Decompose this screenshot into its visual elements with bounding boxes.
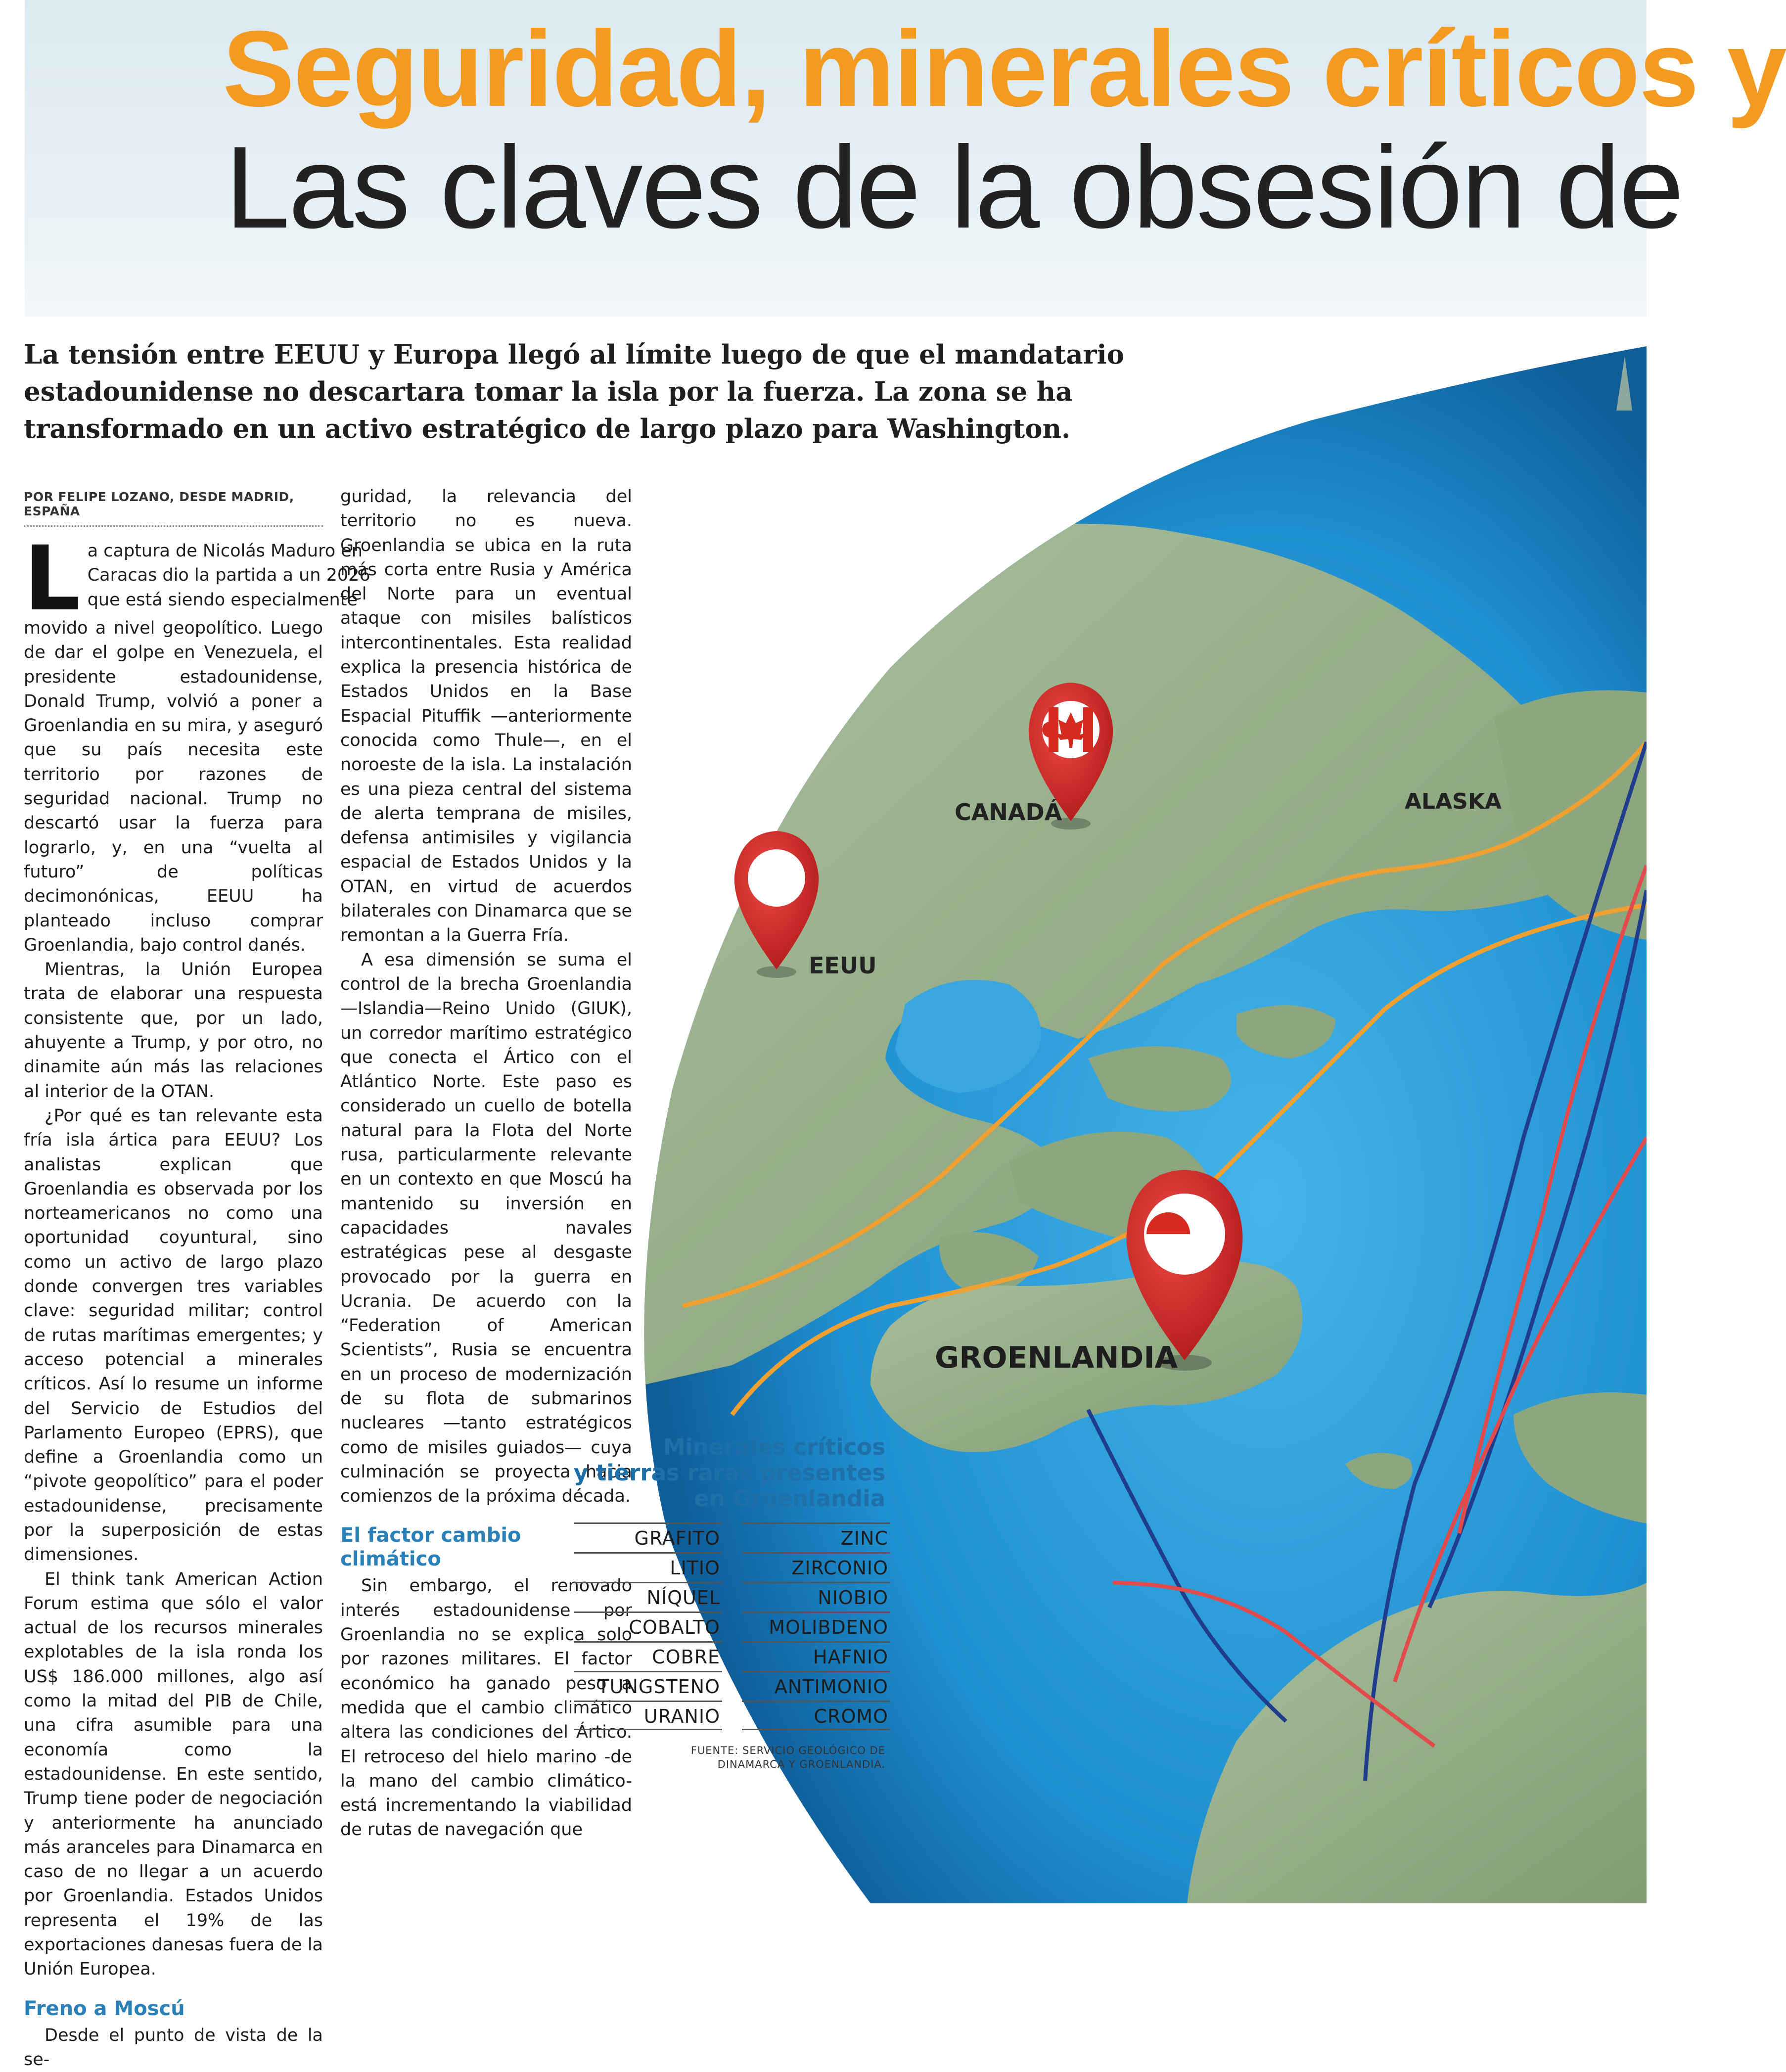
subhead-freno-a-moscu: Freno a Moscú — [24, 1997, 185, 2020]
mineral-item: COBRE — [574, 1641, 722, 1671]
paragraph: movido a nivel geopolítico. Luego de dar el golpe en Venezuela, el presidente estadounidense, Donald Trump, volvió a poner a Groenlandia en su mira, y aseguró que su país necesita este territorio por razones de seguridad nacional. Trump no descartó usar la fuerza para lograrlo, y, en una “vuelta al futuro” de políticas decimonónicas, EEUU ha planteado incluso comprar Groenlandia, bajo control danés. — [24, 618, 323, 955]
mineral-item: COBALTO — [574, 1612, 722, 1641]
mineral-item: ZINC — [742, 1522, 890, 1552]
mineral-item: HAFNIO — [742, 1641, 890, 1671]
mineral-item: TUNGSTENO — [574, 1671, 722, 1701]
mineral-item: NÍQUEL — [574, 1582, 722, 1612]
paragraph: ¿Por qué es tan relevante esta fría isla ártica para EEUU? Los analistas explican que Groenlandia es observada por los norteamericanos no como una oportunidad coyuntural, sino como un activo de largo plazo donde convergen tres variables clave: seguridad militar; control de rutas marítimas emergentes; y acceso potencial a minerales críticos. Así lo resume un informe del Servicio de Estudios del Parlamento Europeo (EPRS), que define a Groenlandia como un “pivote geopolítico” para el poder estadounidense, precisamente por la superposición de estas dimensiones. — [24, 1105, 323, 1565]
mineral-item: URANIO — [574, 1701, 722, 1730]
minerals-title-line: en Groenlandia — [694, 1485, 885, 1512]
lede-line: La tensión entre EEUU y Europa llegó al límite luego de que el mandatario — [24, 339, 1124, 370]
source-line: FUENTE: SERVICIO GEOLÓGICO DE — [690, 1745, 885, 1756]
minerals-source — [628, 1744, 885, 1771]
map-label-groenlandia: GROENLANDIA — [935, 1340, 1178, 1375]
mineral-item: ZIRCONIO — [742, 1552, 890, 1582]
mineral-item: GRAFITO — [574, 1522, 722, 1552]
subhead-factor-cambio-climatico: El factor cambio climático — [340, 1524, 521, 1571]
lede — [24, 336, 1124, 448]
minerals-title — [569, 1434, 885, 1512]
mineral-item: CROMO — [742, 1701, 890, 1730]
paragraph: guridad, la relevancia del territorio no es nueva. Groenlandia se ubica en la ruta más corta entre Rusia y América del Norte para un eventual ataque con misiles balísticos intercontinentales. Esta realidad explica la presencia histórica de Estados Unidos en la Base Espacial Pituffik —anteriormente conocida como Thule—, en el noroeste de la isla. La instalación es una pieza central del sistema de alerta temprana de misiles, defensa antimisiles y vigilancia espacial de Estados Unidos y la OTAN, en virtud de acuerdos bilaterales con Dinamarca que se remontan a la Guerra Fría. — [340, 487, 632, 946]
map-label-alaska: ALASKA — [1405, 789, 1502, 814]
text-line: Caracas dio la partida a un 2026 — [87, 565, 370, 586]
headline-line-1: Seguridad, minerales críticos y — [223, 9, 1786, 129]
paragraph: Desde el punto de vista de la se- — [24, 2025, 323, 2070]
paragraph: Sin embargo, el renovado interés estadounidense por Groenlandia no se explica solo por razones militares. El factor económico ha ganado peso a medida que el cambio climático altera las condiciones del Ártico. El retroceso del hielo marino -de la mano del cambio climático- está incrementando la viabilidad de rutas de navegación que — [340, 1576, 632, 1840]
lede-line: estadounidense no descartara tomar la isla por la fuerza. La zona se ha — [24, 376, 1073, 407]
lede-line: transformado en un activo estratégico de largo plazo para Washington. — [24, 414, 1071, 444]
minerals-title-line: Minerales críticos — [663, 1434, 885, 1460]
dropcap: L — [24, 527, 81, 631]
minerals-title-line: y tierras raras presentes — [573, 1460, 885, 1486]
paragraph: El think tank American Action Forum estima que sólo el valor actual de los recursos minerales explotables de la isla ronda los US$ 186.000 millones, algo así como la mitad del PIB de Chile, una cifra asumible para una economía como la estadounidense. En este sentido, Trump tiene poder de negociación y anteriormente ha anunciado más aranceles para Dinamarca en caso de no llegar a un acuerdo por Groenlandia. Estados Unidos representa el 19% de las exportaciones danesas fuera de la Unión Europea. — [24, 1569, 323, 1980]
paragraph: A esa dimensión se suma el control de la brecha Groenlandia—Islandia—Reino Unido (GIUK), un corredor marítimo estratégico que conecta el Ártico con el Atlántico Norte. Este paso es considerado un cuello de botella natural para la Flota del Norte rusa, particularmente relevante en un contexto en que Moscú ha mantenido su inversión en capacidades navales estratégicas pese al desgaste provocado por la guerra en Ucrania. De acuerdo con la “Federation of American Scientists”, Rusia se encuentra en un proceso de modernización de su flota de submarinos nucleares —tanto estratégicos como de misiles guiados— cuya culminación se proyecta hacia comienzos de la próxima década. — [340, 950, 632, 1507]
article-column-1 — [24, 527, 370, 2072]
byline: POR FELIPE LOZANO, DESDE MADRID, ESPAÑA — [24, 490, 323, 527]
headline-line-2: Las claves de la obsesión de — [225, 122, 1683, 253]
text-line: que está siendo especialmente — [87, 590, 358, 610]
mineral-item: NIOBIO — [742, 1582, 890, 1612]
text-line: a captura de Nicolás Maduro en — [87, 541, 363, 561]
mineral-item: MOLIBDENO — [742, 1612, 890, 1641]
mineral-item: LITIO — [574, 1552, 722, 1582]
mineral-item: ANTIMONIO — [742, 1671, 890, 1701]
paragraph: Mientras, la Unión Europea trata de elaborar una respuesta consistente que, por un lado, ahuyente a Trump, y por otro, no dinamite aún más las relaciones al interior de la OTAN. — [24, 960, 323, 1102]
map-label-canada: CANADÁ — [955, 799, 1062, 826]
source-line: DINAMARCA Y GROENLANDIA. — [717, 1758, 885, 1770]
map-label-eeuu: EEUU — [809, 952, 877, 979]
